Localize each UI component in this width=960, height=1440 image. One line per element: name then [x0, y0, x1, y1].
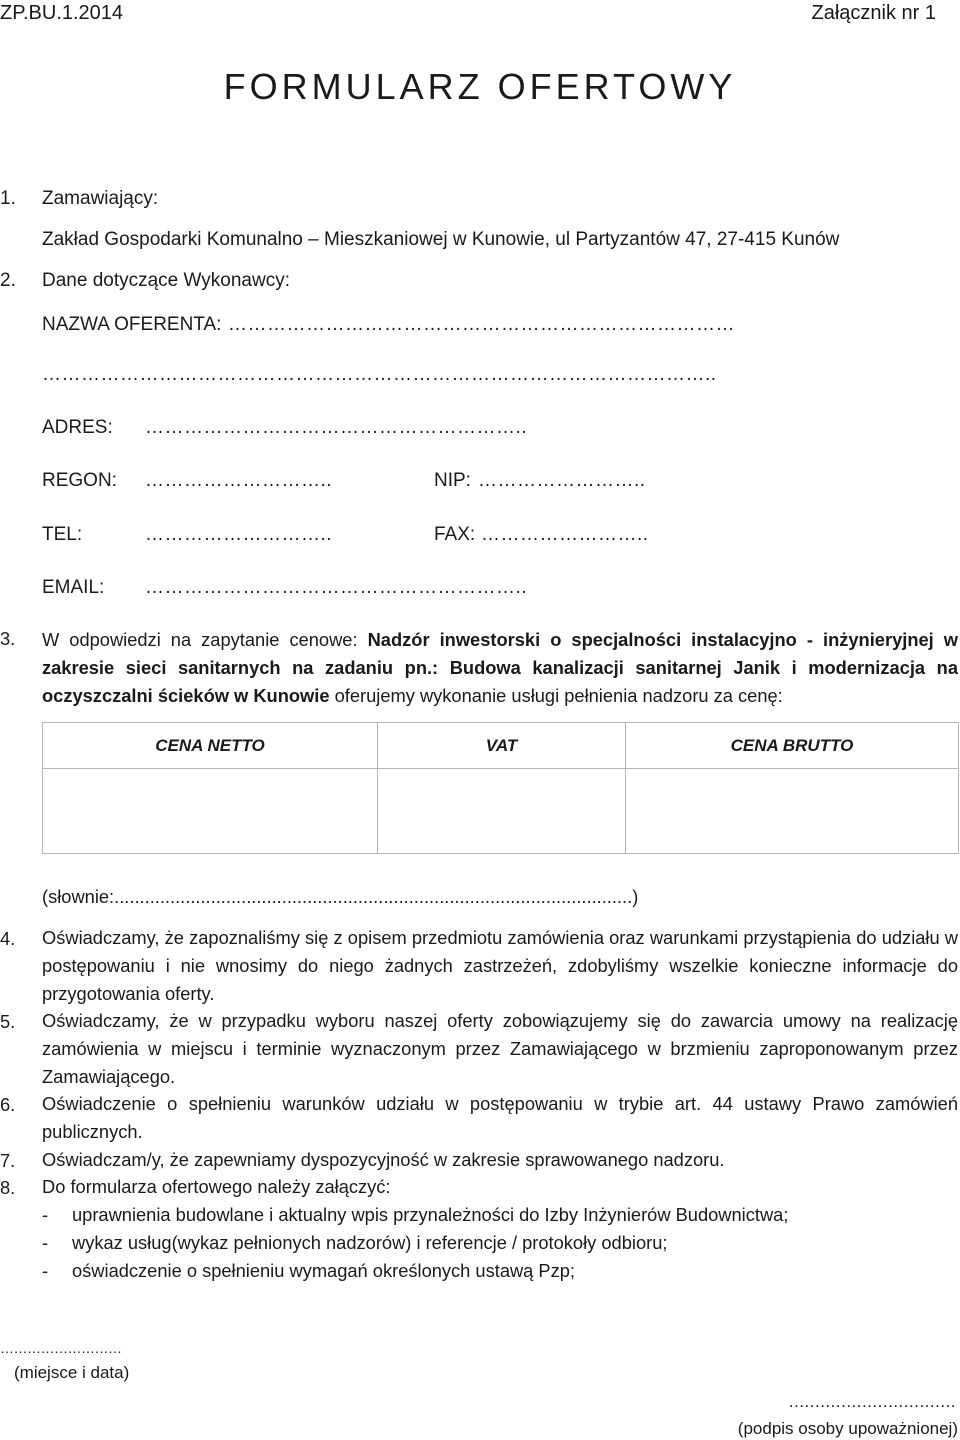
page-title: FORMULARZ OFERTOWY [223, 66, 737, 107]
section-3-ending: oferujemy wykonanie usługi pełnienia nadzoru za cenę: [329, 685, 783, 706]
price-table-header-gross: CENA BRUTTO [626, 723, 959, 769]
attachment-3-dash: - [42, 1260, 49, 1281]
attachment-1-text: uprawnienia budowlane i aktualny wpis przynależności do Izby Inżynierów Budownictwa; [72, 1204, 789, 1225]
section-3-number: 3. [0, 628, 16, 649]
offerer-name-label: NAZWA OFERENTA: [42, 314, 222, 335]
section-7-text: Oświadczam/y, że zapewniamy dyspozycyjność w zakresie sprawowanego nadzoru. [42, 1149, 725, 1170]
attachment-2-dash: - [42, 1232, 49, 1253]
fax-field[interactable]: …………………….. [481, 524, 649, 545]
place-date-label: (miejsce i data) [14, 1363, 130, 1382]
price-table [42, 722, 959, 854]
section-7-number: 7. [0, 1150, 16, 1171]
section-3-text [42, 626, 958, 710]
place-date-field[interactable]: ……………………… [0, 1340, 122, 1356]
signature-field[interactable]: ................................ [788, 1392, 956, 1411]
offerer-name-field-line-2[interactable]: ………………………………………………………………………………………….. [42, 364, 717, 385]
section-5-text: Oświadczamy, że w przypadku wyboru naszej oferty zobowiązujemy się do zawarcia umowy na realizację zamówienia w miejscu i terminie wyznaczonym przez Zamawiającego w brzmieniu zaproponowanym przez Zamawiającego. [42, 1010, 958, 1087]
section-3-intro: W odpowiedzi na zapytanie cenowe: [42, 629, 368, 650]
amount-in-words-field[interactable]: (słownie:......................................................................................................) [42, 886, 639, 907]
section-8-number: 8. [0, 1177, 16, 1198]
price-table-header-net: CENA NETTO [43, 723, 378, 769]
vat-cell[interactable] [378, 769, 626, 854]
section-4-text: Oświadczamy, że zapoznaliśmy się z opisem przedmiotu zamówienia oraz warunkami przystąpienia do udziału w postępowaniu i nie wnosimy do niego żadnych zastrzeżeń, zdobyliśmy wszelkie konieczne informacje do przygotowania oferty. [42, 927, 958, 1004]
section-2-label: Dane dotyczące Wykonawcy: [42, 270, 290, 291]
section-1-label: Zamawiający: [42, 188, 159, 209]
section-6-text: Oświadczenie o spełnieniu warunków udziału w postępowaniu w trybie art. 44 ustawy Prawo zamówień publicznych. [42, 1093, 958, 1142]
attachment-1-dash: - [42, 1204, 49, 1225]
email-label: EMAIL: [42, 577, 105, 598]
nip-label: NIP: [434, 470, 471, 491]
section-5-number: 5. [0, 1011, 16, 1032]
email-field[interactable]: ………………………………………………….. [145, 577, 528, 598]
net-price-cell[interactable] [43, 769, 378, 854]
attachment-3-text: oświadczenie o spełnieniu wymagań określonych ustawą Pzp; [72, 1260, 576, 1281]
document-code: ZP.BU.1.2014 [0, 2, 124, 24]
offerer-name-field[interactable]: …………………………………………………………………… [228, 314, 735, 335]
price-table-header-vat: VAT [378, 723, 626, 769]
section-2-number: 2. [0, 270, 16, 291]
section-3-subject: Nadzór inwestorski o specjalności instalacyjno - inżynieryjnej w zakresie sieci sanitarnych na zadaniu pn.: Budowa kanalizacji sanitarnej Janik i modernizacja na oczyszczalni ścieków w Kunowie [42, 629, 958, 706]
address-field[interactable]: ………………………………………………….. [145, 417, 528, 438]
signature-label: (podpis osoby upoważnionej) [737, 1419, 958, 1438]
gross-price-cell[interactable] [626, 769, 959, 854]
tel-field[interactable]: ……………………….. [145, 524, 333, 545]
fax-label: FAX: [434, 524, 476, 545]
address-label: ADRES: [42, 417, 113, 438]
tel-label: TEL: [42, 524, 83, 545]
regon-field[interactable]: ……………………….. [145, 470, 333, 491]
section-6-number: 6. [0, 1094, 16, 1115]
section-4-number: 4. [0, 928, 16, 949]
section-8-text: Do formularza ofertowego należy załączyć: [42, 1176, 391, 1197]
section-1-number: 1. [0, 188, 16, 209]
client-details: Zakład Gospodarki Komunalno – Mieszkaniowej w Kunowie, ul Partyzantów 47, 27-415 Kunów [42, 229, 840, 250]
attachment-2-text: wykaz usług(wykaz pełnionych nadzorów) i referencje / protokoły odbioru; [72, 1232, 668, 1253]
regon-label: REGON: [42, 470, 117, 491]
annex-label: Załącznik nr 1 [811, 2, 936, 24]
nip-field[interactable]: …………………….. [478, 470, 646, 491]
